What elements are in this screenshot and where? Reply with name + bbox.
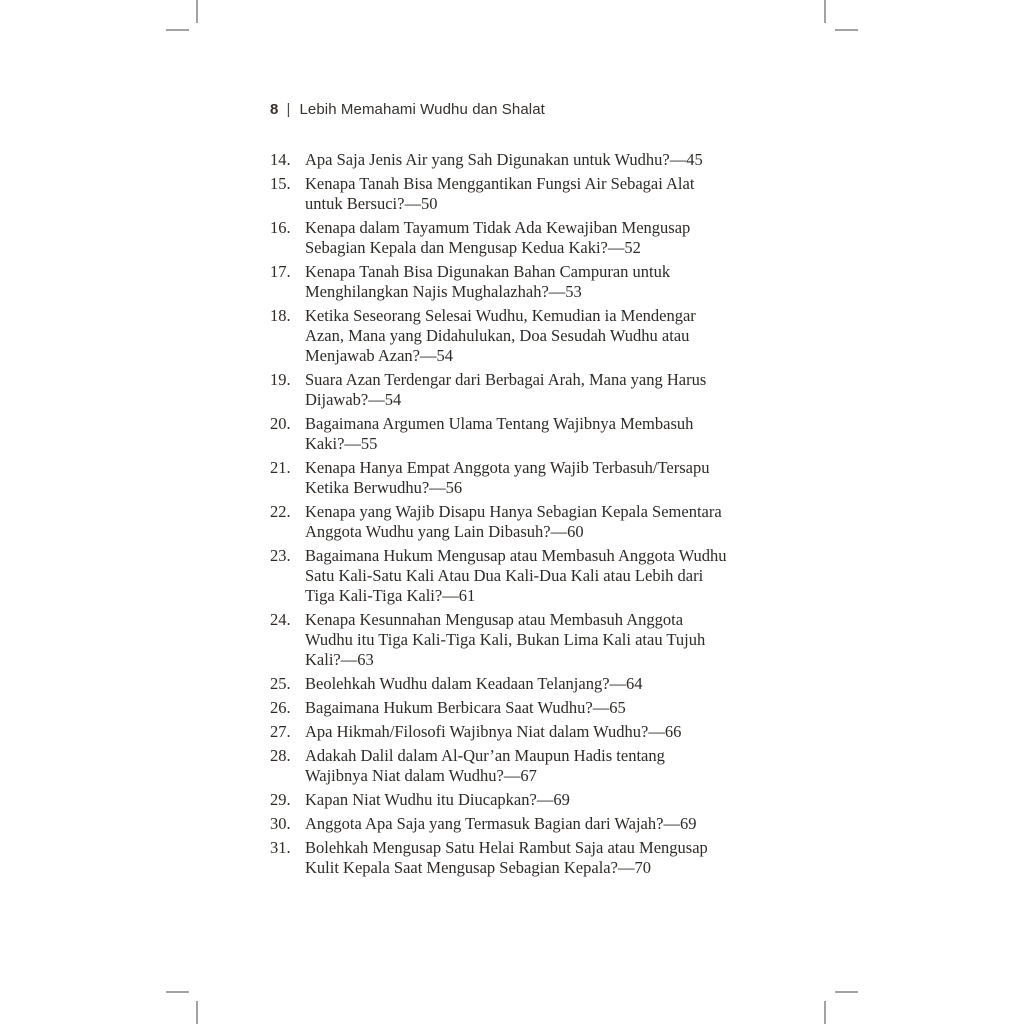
toc-item-question: Kenapa yang Wajib Disapu Hanya Sebagian Kepala Sementara Anggota Wudhu yang Lain Dibasuh? — [305, 502, 725, 541]
header-separator: | — [286, 101, 291, 118]
toc-item — [270, 722, 728, 742]
toc-item-question: Suara Azan Terdengar dari Berbagai Arah, Mana yang Harus Dijawab? — [305, 370, 711, 409]
toc-item-page: 61 — [458, 586, 476, 605]
toc-item-text — [305, 414, 727, 454]
toc-item — [270, 746, 728, 786]
toc-item — [270, 174, 728, 214]
toc-item-number: 20. — [270, 414, 291, 433]
toc-item-text — [305, 698, 727, 718]
toc-item-page: 54 — [384, 390, 402, 409]
crop-mark-top-left-horizontal — [166, 29, 189, 31]
toc-item — [270, 150, 728, 170]
toc-item-page: 67 — [520, 766, 537, 785]
toc-item-text — [305, 370, 727, 410]
toc-item-page: 60 — [567, 522, 584, 541]
toc-item-page: 64 — [626, 674, 643, 693]
crop-mark-bottom-left-horizontal — [166, 991, 189, 993]
toc-item-question: Bagaimana Argumen Ulama Tentang Wajibnya Membasuh Kaki? — [305, 414, 698, 453]
toc-item-question: Kenapa Hanya Empat Anggota yang Wajib Terbasuh/Tersapu Ketika Berwudhu? — [305, 458, 714, 497]
toc-item-question: Anggota Apa Saja yang Termasuk Bagian dari Wajah? — [305, 814, 664, 833]
toc-item-text — [305, 174, 727, 214]
crop-mark-top-left-vertical — [196, 0, 198, 23]
toc-item-dash: — — [609, 674, 627, 693]
toc-item-dash: — — [420, 346, 437, 365]
toc-item-dash: — — [669, 150, 687, 169]
page-number: 8 — [270, 101, 279, 118]
toc-list — [270, 150, 731, 882]
toc-item-number: 19. — [270, 370, 291, 389]
toc-item-question: Ketika Seseorang Selesai Wudhu, Kemudian ia Mendengar Azan, Mana yang Didahulukan, Doa Sesudah Wudhu atau Menjawab Azan? — [305, 306, 700, 365]
toc-item — [270, 458, 728, 498]
toc-item-text — [305, 814, 727, 834]
toc-item-number: 31. — [270, 838, 291, 857]
toc-item-dash: — — [442, 586, 459, 605]
toc-item-question: Apa Hikmah/Filosofi Wajibnya Niat dalam Wudhu? — [305, 722, 649, 741]
toc-item-question: Apa Saja Jenis Air yang Sah Digunakan untuk Wudhu? — [305, 150, 670, 169]
toc-item-question: Bolehkah Mengusap Satu Helai Rambut Saja atau Mengusap Kulit Kepala Saat Mengusap Sebagian Kepala? — [305, 838, 712, 877]
toc-item — [270, 262, 728, 302]
toc-item-question: Adakah Dalil dalam Al-Qur’an Maupun Hadis tentang Wajibnya Niat dalam Wudhu? — [305, 746, 669, 785]
toc-item-page: 45 — [686, 150, 703, 169]
crop-mark-bottom-left-vertical — [196, 1001, 198, 1024]
toc-item-question: Kenapa Tanah Bisa Menggantikan Fungsi Air Sebagai Alat untuk Bersuci? — [305, 174, 699, 213]
toc-item-dash: — — [550, 522, 568, 541]
crop-mark-top-right-horizontal — [835, 29, 858, 31]
toc-item-question: Kenapa Tanah Bisa Digunakan Bahan Campuran untuk Menghilangkan Najis Mughalazhah? — [305, 262, 675, 301]
toc-item-number: 25. — [270, 674, 291, 693]
toc-item-text — [305, 546, 731, 606]
toc-item-number: 16. — [270, 218, 291, 237]
toc-item — [270, 790, 728, 810]
toc-item-dash: — — [429, 478, 446, 497]
toc-item-number: 26. — [270, 698, 291, 717]
toc-item-number: 28. — [270, 746, 291, 765]
toc-item-text — [305, 150, 727, 170]
toc-item-page: 66 — [664, 722, 682, 741]
toc-item-number: 17. — [270, 262, 291, 281]
toc-item-question: Kenapa Kesunnahan Mengusap atau Membasuh Anggota Wudhu itu Tiga Kali-Tiga Kali, Bukan Lima Kali atau Tujuh Kali? — [305, 610, 710, 669]
toc-item-page: 55 — [360, 434, 378, 453]
crop-mark-top-right-vertical — [824, 0, 826, 23]
toc-item-number: 14. — [270, 150, 291, 169]
toc-item-dash: — — [607, 238, 625, 257]
toc-item-question: Kenapa dalam Tayamum Tidak Ada Kewajiban Mengusap Sebagian Kepala dan Mengusap Kedua Kaki? — [305, 218, 695, 257]
toc-item — [270, 674, 728, 694]
toc-item-dash: — — [617, 858, 635, 877]
toc-item-dash: — — [344, 434, 361, 453]
toc-item-page: 65 — [609, 698, 626, 717]
toc-item-question: Beolehkah Wudhu dalam Keadaan Telanjang? — [305, 674, 610, 693]
toc-item-question: Bagaimana Hukum Mengusap atau Membasuh Anggota Wudhu Satu Kali-Satu Kali Atau Dua Kali-Dua Kali atau Lebih dari Tiga Kali-Tiga Kali? — [305, 546, 731, 605]
toc-item-text — [305, 458, 727, 498]
toc-item-page: 54 — [436, 346, 453, 365]
toc-item — [270, 838, 728, 878]
toc-item-dash: — — [592, 698, 610, 717]
toc-item — [270, 698, 728, 718]
toc-item-number: 23. — [270, 546, 291, 565]
toc-item — [270, 370, 728, 410]
toc-item-number: 22. — [270, 502, 291, 521]
toc-item-text — [305, 262, 727, 302]
toc-item-text — [305, 790, 727, 810]
toc-item-text — [305, 746, 727, 786]
toc-item-dash: — — [548, 282, 566, 301]
toc-item-number: 18. — [270, 306, 291, 325]
toc-item — [270, 610, 728, 670]
crop-mark-bottom-right-horizontal — [835, 991, 858, 993]
toc-item-text — [305, 218, 727, 258]
toc-item — [270, 546, 731, 606]
toc-item-number: 27. — [270, 722, 291, 741]
toc-item-dash: — — [340, 650, 358, 669]
toc-item-text — [305, 674, 727, 694]
toc-item-page: 70 — [634, 858, 651, 877]
toc-item-page: 69 — [553, 790, 570, 809]
crop-mark-bottom-right-vertical — [824, 1001, 826, 1024]
toc-item-page: 53 — [565, 282, 582, 301]
toc-item-text — [305, 722, 727, 742]
toc-item-text — [305, 502, 727, 542]
toc-item-page: 69 — [679, 814, 697, 833]
toc-item-text — [305, 610, 727, 670]
toc-item — [270, 306, 728, 366]
toc-item-dash: — — [368, 390, 385, 409]
toc-item-dash: — — [663, 814, 680, 833]
toc-item-question: Bagaimana Hukum Berbicara Saat Wudhu? — [305, 698, 593, 717]
toc-item-text — [305, 306, 727, 366]
toc-item-dash: — — [503, 766, 521, 785]
toc-item — [270, 218, 728, 258]
toc-item-page: 52 — [624, 238, 641, 257]
toc-item-number: 15. — [270, 174, 291, 193]
toc-item-page: 63 — [357, 650, 374, 669]
toc-item-number: 30. — [270, 814, 291, 833]
toc-item-dash: — — [404, 194, 421, 213]
toc-item-dash: — — [536, 790, 554, 809]
toc-item-number: 24. — [270, 610, 291, 629]
running-head — [270, 101, 545, 119]
toc-item-page: 56 — [445, 478, 463, 497]
toc-item-dash: — — [648, 722, 665, 741]
toc-item-number: 29. — [270, 790, 291, 809]
toc-item — [270, 414, 728, 454]
toc-item-number: 21. — [270, 458, 291, 477]
toc-item-question: Kapan Niat Wudhu itu Diucapkan? — [305, 790, 537, 809]
toc-item — [270, 502, 728, 542]
toc-item-page: 50 — [420, 194, 438, 213]
toc-item — [270, 814, 728, 834]
book-title: Lebih Memahami Wudhu dan Shalat — [299, 101, 545, 118]
toc-item-text — [305, 838, 727, 878]
